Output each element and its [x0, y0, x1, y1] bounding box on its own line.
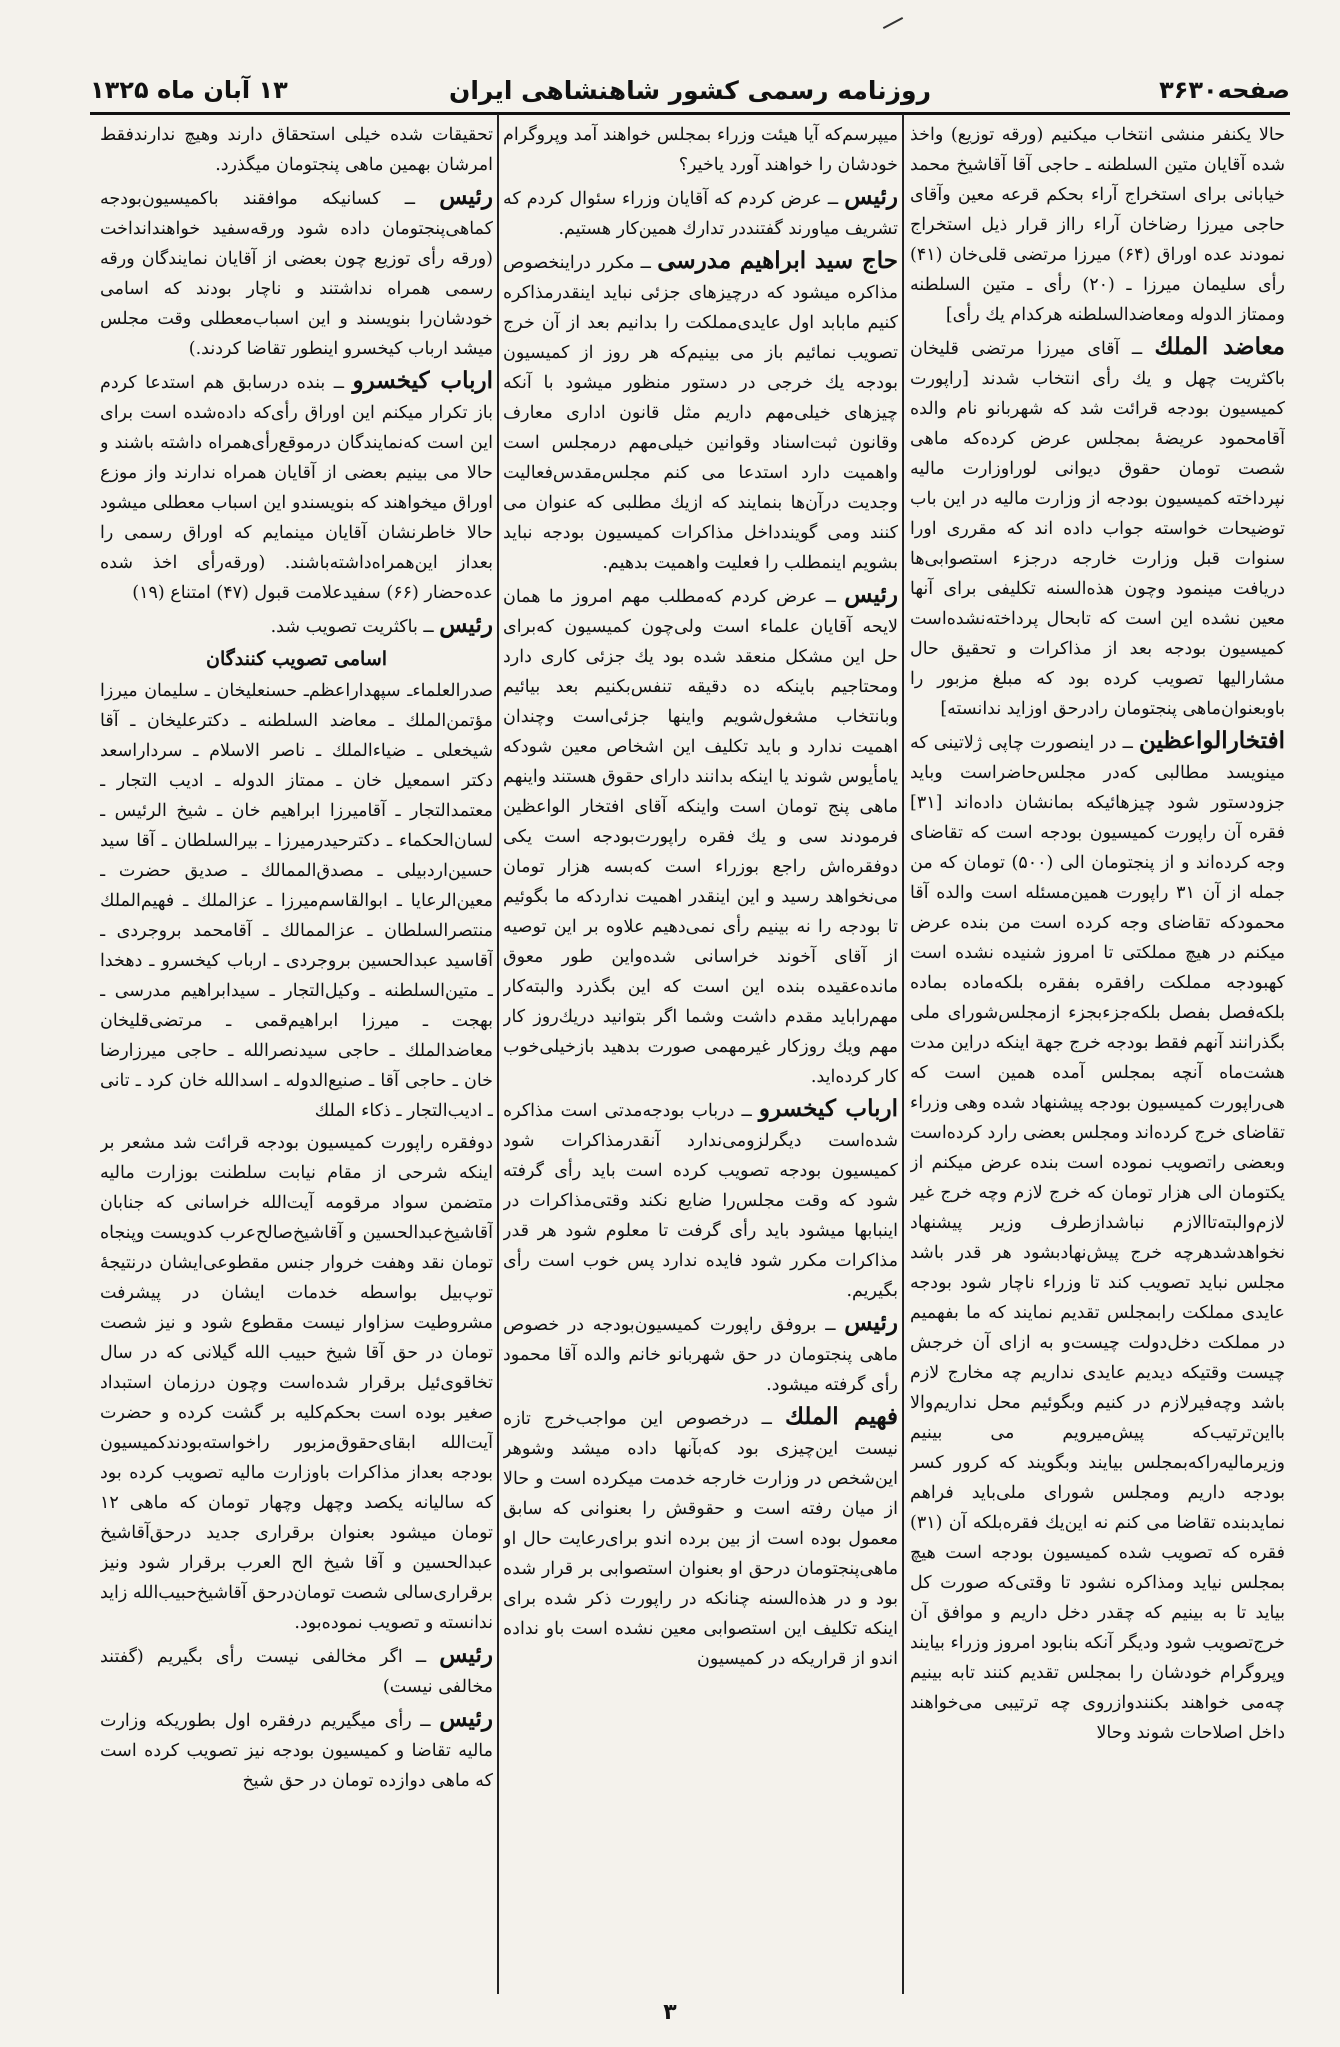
speaker-name: افتخارالواعظین — [1138, 727, 1285, 754]
speaker-name: رئیس — [439, 183, 493, 210]
paragraph — [910, 726, 1285, 1748]
speech-text: ــ آقای میرزا مرتضی قلیخان باکثریت چهل و یك رأی انتخاب شدند [راپورت کمیسیون بودجه قرائت شد که شهربانو نام والده آقامحمود عریضهٔ بمجلس عرض کرده‌که ماهی شصت تومان حقوق دیوانی لوراوزارت مالیه نپرداخته کمیسیون بودجه از وزارت مالیه در این باب توضیحات خواسته جواب داده اند که مقرری اورا سنوات قبل وزارت خارجه درجزء استصوابی‌ها دریافت مینمود وچون هذه‌السنه تکلیفی برای آنها معین نشده این است که تابحال پرداخته‌نشده‌است کمیسیون بودجه بعد از مذاکرات و تحقیق حال مشارالیها تصویب کرده بود که مبلغ مزبور را باوبعنوان‌ماهی پنجتومان رادرحق اوزاید ندانسته] — [910, 339, 1285, 719]
header-title: روزنامه رسمی کشور شاهنشاهی ایران — [448, 76, 931, 105]
page-number: ۳ — [663, 2000, 677, 2025]
speaker-name: معاضد الملك — [1154, 333, 1285, 360]
speech-text: ــ رأی میگیریم درفقره اول بطوریکه وزارت مالیه تقاضا و کمیسیون بودجه نیز تصویب کرده است که ماهی دوازده تومان در حق شیخ — [100, 1711, 493, 1791]
speaker-name: رئیس — [844, 1309, 898, 1336]
ink-mark — [883, 17, 903, 29]
speaker-name: رئیس — [844, 581, 898, 608]
speaker-name: فهیم الملك — [784, 1403, 898, 1430]
column-left — [100, 120, 493, 1990]
speech-text: ــ باکثریت تصویب شد. — [270, 617, 434, 637]
paragraph: میپرسم‌که آیا هیئت وزراء بمجلس خواهند آمد وپروگرام خودشان را خواهند آورد یاخیر؟ — [503, 125, 898, 175]
paragraph — [100, 182, 493, 364]
paragraph — [910, 332, 1285, 724]
speaker-name: ارباب کیخسرو — [352, 367, 493, 394]
speech-text: ــ اگر مخالفی نیست رأی بگیریم (گفتند مخالفی نیست) — [100, 1647, 493, 1697]
header-rule — [90, 112, 1290, 115]
speech-text: ــ بنده درسابق هم استدعا کردم باز تکرار میکنم این اوراق رأی‌که داده‌شده است برای این است که‌نمایندگان درموقع‌رأی‌همراه داشته باشند و حالا می بینیم بعضی از آقایان همراه ندارند واز موزع اوراق میخواهند که بنویسندو این اسباب معطلی میشود حالا خاطرنشان آقایان مینمایم که اوراق رسمی را بعداز این‌همراه‌داشته‌باشند. (ورقه‌رأی اخذ شده عده‌حضار (۶۶) سفیدعلامت قبول (۴۷) امتناع (۱۹) — [100, 373, 493, 603]
paragraph — [100, 610, 493, 642]
speaker-name: رئیس — [844, 183, 898, 210]
speech-text: ــ مکرر دراینخصوص مذاکره میشود که درچیزهای جزئی نباید اینقدرمذاکره کنیم مابابد اول عایدی‌مملکت را بدانیم بعد از آن خرج تصویب نمائیم باز می بینیم‌که هر روز از کمیسیون بودجه یك خرجی در دستور منظور میشود با آنکه چیزهای خیلی‌مهم داریم مثل قانون اداری معارف وقانون ثبت‌اسناد وقوانین خیلی‌مهم درمجلس است واهمیت دارد استدعا می کنم مجلس‌مقدس‌فعالیت وجدیت در‌آن‌ها بنمایند که ازیك مطلبی که عنوان می کنند ومی گویند‌داخل مذاکرات کمیسیون بودجه نباید بشویم اینمطلب را فعلیت واهمیت بدهیم. — [503, 253, 898, 573]
paragraph: دوفقره راپورت کمیسیون بودجه قرائت شد مشعر بر اینکه شرحی از مقام نیابت سلطنت بوزارت مالیه متضمن سواد مرقومه آیت‌الله خراسانی که جنابان آقاشیخ‌عبدالحسین و آقاشیخ‌صالح‌عرب کدویست وپنجاه تومان نقد وهفت خروار جنس مقطوعی‌ایشان درنتیجهٔ توپ‌بیل بواسطه خدمات ایشان در پیشرفت مشروطیت سزاوار نیست مقطوع شود و نیز شصت تومان در حق آقا شیخ حبیب الله گیلانی که در سال تخاقوی‌ئیل برقرار شده‌است وچون درزمان استبداد صغیر بوده است بحکم‌کلیه بر گشت کرده و حضرت آیت‌الله ابقای‌حقوق‌مزبور راخواسته‌بودند‌کمیسیون بودجه بعداز مذاکرات باوزارت مالیه تصویب کرده بود که سالیانه یکصد وچهل وچهار تومان که ماهی ۱۲ تومان میشود بعنوان برقراری جدید در‌حق‌آقاشیخ عبدالحسین و آقا شیخ الح العرب برقرار شود ونیز برقراری‌سالی شصت تومان‌درحق آقاشیخ‌حبیب‌الله زاید ندانسته و تصویب نموده‌بود. — [100, 1133, 493, 1633]
speech-text: ــ درباب بودجه‌مدتی است مذاکره شده‌است دیگرلزومی‌ندارد آنقدرمذاکرات شود کمیسیون بودجه تصویب کرده است باید رأی گرفته شود که وقت مجلس‌را ضایع نکند وقتی‌مذاکرات در اینبابها میشود باید رأی گرفت تا معلوم شود هر قدر مذاکرات مکرر شود فایده ندارد پس خوب است رأی بگیریم. — [503, 1101, 898, 1301]
paragraph — [100, 1640, 493, 1702]
paragraph — [503, 182, 898, 244]
page-header — [90, 70, 1290, 112]
paragraph: تحقیقات شده خیلی استحقاق دارند وهیچ ندارندفقط امرشان بهمین ماهی پنجتومان میگذرد. — [100, 125, 493, 175]
header-date: ۱۳ آبان ماه ۱۳۲۵ — [90, 76, 288, 104]
column-divider-right — [902, 114, 904, 1994]
speaker-name: حاج سید ابراهیم مدرسی — [657, 247, 898, 274]
paragraph — [503, 580, 898, 1092]
approvers-list: صدرالعلماء‌ـ سپهدار‌اعظم‌ـ حسنعلیخان ـ سلیمان میرزا مؤتمن‌الملك ـ معاضد السلطنه ـ دکترعلیخان ـ آقا شیخعلی ـ ضیاءالملك ـ ناصر الاسلام ـ سردار‌اسعد دکتر اسمعیل خان ـ ممتاز الدوله ـ ادیب التجار ـ معتمدالتجار ـ آقامیرزا ابراهیم خان ـ شیخ الرئیس ـ لسان‌الحکماء ـ دکترحیدرمیرزا ـ بیرالسلطان ـ آقا سید حسین‌اردبیلی ـ مصدق‌الممالك ـ صدیق حضرت ـ معین‌الرعایا ـ ابوالقاسم‌میرزا ـ عزالملك ـ فهیم‌الملك منتصرالسلطان ـ عزالممالك ـ آقامحمد بروجردی ـ آقاسید عبدالحسین بروجردی ـ ارباب کیخسرو ـ دهخدا ـ متین‌السلطنه ـ وکیل‌التجار ـ سیدابراهیم مدرسی ـ بهجت ـ میرزا ابراهیم‌قمی ـ مرتضی‌قلیخان معاضدالملك ـ حاجی سیدنصرالله ـ حاجی میرزارضا خان ـ حاجی آقا ـ صنیع‌الدوله ـ اسدالله خان کرد ـ تانی ـ ادیب‌التجار ـ ذکاء الملك — [100, 681, 493, 1121]
paragraph — [503, 1308, 898, 1400]
paragraph — [503, 1402, 898, 1674]
speech-text: ــ عرض کردم که‌مطلب مهم امروز ما همان لایحه آقایان علماء است ولی‌چون کمیسیون که‌برای حل این مشکل منعقد شده بود یك جزئی کاری دارد ومحتاجیم باینکه ده دقیقه تنفس‌بکنیم بعد بیائیم وبانتخاب مشغول‌شویم واینها جزئی‌است وچندان اهمیت ندارد و باید تکلیف این اشخاص معین شودکه یامأیوس شوند یا اینکه بدانند دارای حقوق هستند واینهم ماهی پنج تومان است واینکه آقای افتخار الواعظین فرمودند سی و یك فقره راپورت‌بودجه است یکی دوفقره‌اش راجع بوزراء است که‌بسه هزار تومان می‌نخواهد رسید و این اینقدر اهمیت ندارد‌که ما بگوئیم تا بودجه را نه بینیم رأی نمی‌دهیم علاوه بر این توصیه از آقای آخوند خراسانی شده‌واین طور معوق مانده‌عقیده بنده این است که این بگذرد والبته‌کار مهم‌راباید مقدم داشت وشما اگر بتوانید دریك‌روز کار مهم ویك روزکار غیرمهمی صورت بدهید بازخیلی‌خوب کار کرده‌اید. — [503, 587, 898, 1087]
speech-text: ــ درخصوص این مواجب‌خرج تازه نیست این‌چیزی بود که‌بآنها داده میشد وشوهر این‌شخص در وزارت خارجه خدمت میکرده است و حالا از میان رفته است و حقوقش را بعنوانی که سابق معمول بوده است از بین برده اندو برای‌رعایت حال او ماهی‌پنجتومان درحق او بعنوان استصوابی بر قرار شده بود و در هذه‌السنه چنانکه در راپورت ذکر شده برای اینکه تکلیف این استصوابی معین نشده است باو نداده اندو از قراریکه در کمیسیون — [503, 1409, 898, 1669]
speaker-name: رئیس — [439, 1641, 493, 1668]
paragraph — [100, 1704, 493, 1796]
speech-text: ــ عرض کردم که آقایان وزراء سئوال کردم که تشریف میاورند گفتنددر تدارك همین‌کار هستیم. — [503, 189, 898, 239]
speech-text: ــ در اینصورت چاپی ژلاتینی که مینویسد مطالبی که‌در مجلس‌حاضراست وباید جزودستور شود چیزهائیکه بمانشان داده‌اند [۳۱] فقره آن راپورت کمیسیون بودجه است که تقاضای وجه کرده‌اند و از پنجتومان الی (۵۰۰) تومان که من جمله از آن ۳۱ راپورت همین‌مسئله است والده آقا محمودکه تقاضای وجه کرده است من بنده عرض میکنم در هیچ مملکتی تا امروز شنیده نشده است کهبودجه مملکت رافقره بفقره بلکه‌ماده بماده بلکه‌فصل بفصل بلکه‌جزءبجزء ازمجلس‌شورای ملی بگذرانند آنهم فقط بودجه خرج جهة اینکه دراین مدت هشت‌ماه آنچه بمجلس آمده همین است که هی‌راپورت کمیسیون بودجه پیشنهاد شده وهی وزراء تقاضای خرج کرده‌اند ومجلس بعضی رارد کرده‌است وبعضی راتصویب نموده است بنده عرض میکنم از یکتومان الی هزار تومان که خرج لازم وچه خرج غیر لازم‌والبته‌تاالازم نباشدازطرف وزیر پیشنهاد نخواهدشدهرچه خرج پیش‌نهادبشود هر قدر باشد مجلس نباید تصویب کند تا وزراء ناچار شود بودجه عایدی مملکت رابمجلس تقدیم نمایند که ما بفهمیم در مملکت دخل‌دولت چیست‌و به ازای آن خرجش چیست وقتیکه دیدیم عایدی نداریم چه مخارج لازم باشد وچه‌فیرلازم در کنیم وبگوئیم محل نداریم‌والا بااین‌ترتیب‌که پیش‌میرویم می بینیم وزیرمالیه‌راکه‌بمجلس بیایند وبگویند که کرور کسر بودجه داریم ومجلس شورای ملی‌باید فراهم نمایدبنده تقاضا می کنم نه این‌یك فقره‌بلکه آن (۳۱) فقره که تصویب شده کمیسیون بودجه است هیچ بمجلس نیاید ومذاکره نشود تا وقتی‌که صورت کل بیاید تا به بینیم که چقدر دخل داریم و موافق آن خرج‌تصویب شود ودیگر آنکه بنابود امروز وزراء بیایند وپروگرام خودشان را بمجلس تقدیم کنند تابه بینیم چه‌می خواهند بکنندوازروی چه ترتیبی می‌خواهند داخل اصلاحات شوند وحالا — [910, 733, 1285, 1743]
section-subheading: اسامی تصویب کنندگان — [205, 648, 388, 670]
paragraph — [503, 246, 898, 578]
paragraph: حالا یکنفر منشی انتخاب میکنیم (ورقه توزیع) واخذ شده آقایان متین السلطنه ـ حاجی آقا آقاشیخ محمد خیابانی برای استخراج آراء بحکم قرعه معین وآقای حاجی میرزا رضاخان آراء رااز قرار ذیل استخراج نمودند عده اوراق (۶۴) میرزا مرتضی قلی‌خان (۴۱) رأی سلیمان میرزا ـ (۲۰) رأی ـ متین السلطنه وممتاز الدوله ومعاضدالسلطنه هرکدام یك رأی] — [910, 125, 1285, 325]
column-middle — [503, 120, 898, 1990]
column-divider-left — [497, 114, 499, 1994]
speech-text: ــ بروفق راپورت کمیسیون‌بودجه در خصوص ماهی پنجتومان در حق شهربانو خانم والده آقا محمود رأی گرفته میشود. — [503, 1315, 898, 1395]
speaker-name: ارباب کیخسرو — [758, 1095, 898, 1122]
speech-text: ــ کسانیکه موافقند باکمیسیون‌بودجه کماهی‌پنجتومان داده شود ورقه‌سفید خواهندانداخت (ورقه رأی توزیع چون بعضی از آقایان نمایندگان ورقه رسمی همراه نداشتند و ناچار بودند که اسامی خودشان‌را بنویسند و این اسباب‌معطلی وقت مجلس میشد ارباب کیخسرو اینطور تقاضا کردند.) — [100, 189, 493, 359]
speaker-name: رئیس — [439, 611, 493, 638]
paragraph — [503, 1094, 898, 1306]
header-page-label: صفحه۳۶۳۰ — [1159, 76, 1290, 104]
paragraph — [100, 366, 493, 608]
column-right — [910, 120, 1285, 1990]
speaker-name: رئیس — [439, 1705, 493, 1732]
